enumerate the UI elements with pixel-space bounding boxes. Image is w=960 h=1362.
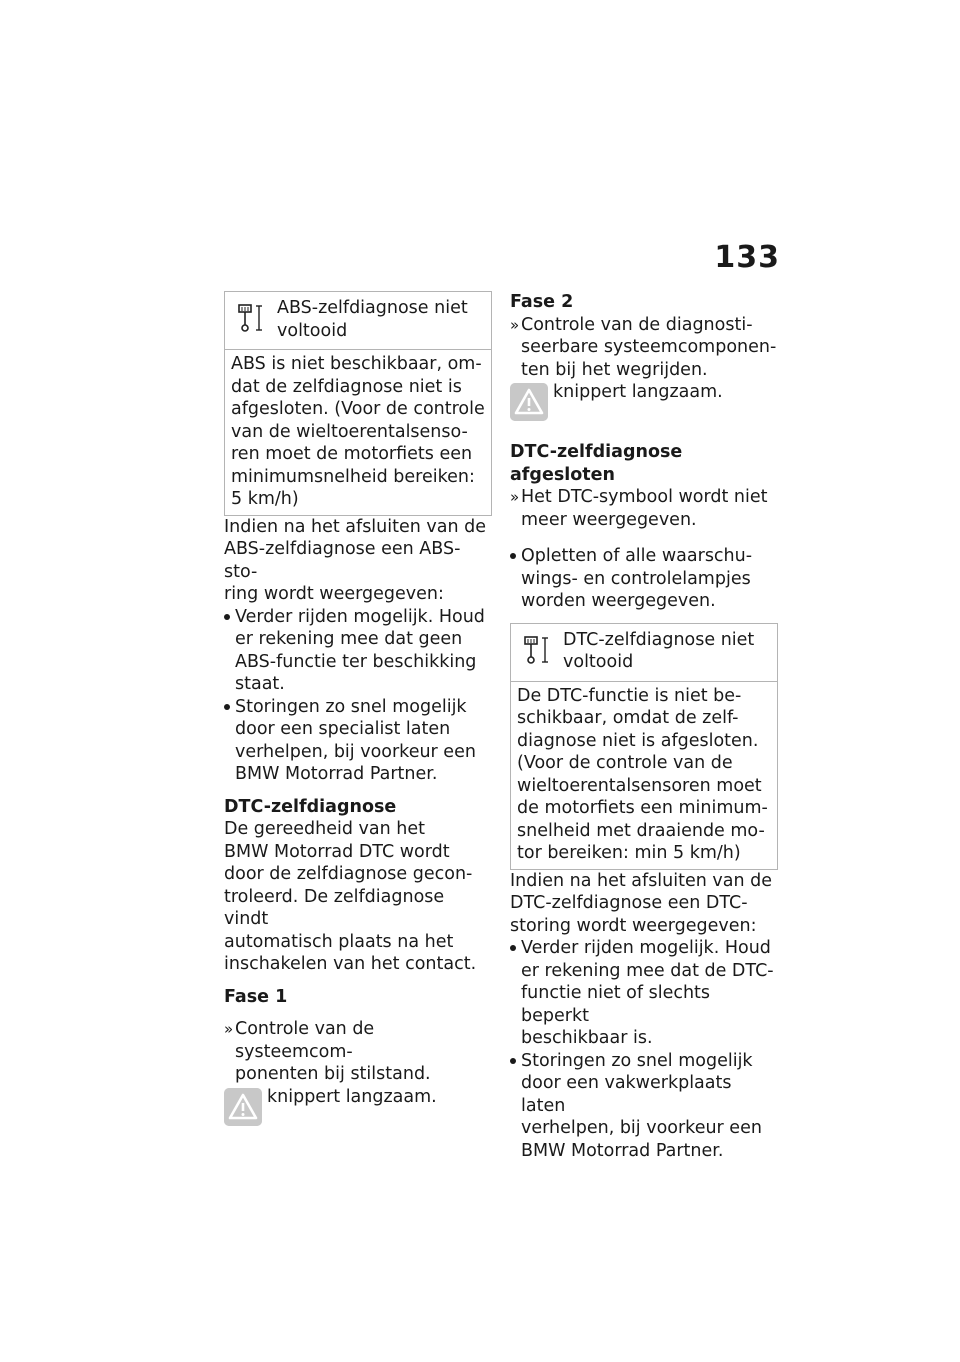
text-line: wieltoerentalsensoren moet [517, 775, 762, 796]
warning-triangle-icon [224, 1088, 262, 1126]
text-line: ABS is niet beschikbaar, om- [231, 354, 482, 374]
text-line: Opletten of alle waarschu- [521, 546, 753, 566]
fase1-heading: Fase 1 [224, 986, 288, 1007]
dtc-box-header [511, 624, 777, 682]
text-line: De gereedheid van het [224, 819, 425, 839]
abs-box-header [225, 292, 491, 350]
text-line: Storingen zo snel mogelijk [235, 696, 467, 717]
warning-row [510, 381, 778, 431]
text-line: inschakelen van het contact. [224, 954, 477, 974]
text-line: Het DTC-symbool wordt niet [521, 487, 768, 507]
text-line: van de wieltoerentalsenso- [231, 421, 468, 442]
text-line: wings- en controlelampjes [521, 568, 751, 589]
text-line: Controle van de diagnosti- [521, 314, 753, 335]
step-marker-icon: » [510, 488, 520, 506]
text-line: de motorfiets een minimum- [517, 798, 768, 818]
text-line: Indien na het afsluiten van de [510, 870, 773, 891]
text-line: Indien na het afsluiten van de [224, 516, 487, 537]
text-line: ren moet de motorfiets een [231, 444, 473, 464]
abs-box-title-line: ABS-zelfdiagnose niet [277, 298, 468, 318]
text-line: ten bij het wegrijden. [521, 359, 708, 380]
step-item [224, 1018, 492, 1086]
abs-info-box [224, 291, 492, 516]
text-line: schikbaar, omdat de zelf- [517, 708, 739, 728]
self-diagnosis-lamp-icon [523, 635, 549, 665]
text-line: door de zelfdiagnose gecon- [224, 864, 473, 884]
dtc-heading: DTC-zelfdiagnose [224, 796, 397, 817]
step-item [510, 486, 778, 531]
step-marker-icon: » [510, 315, 520, 334]
done-heading: DTC-zelfdiagnose afgesloten [510, 442, 683, 485]
left-column [224, 291, 492, 1136]
page-number: 133 [714, 240, 780, 275]
text-line: staat. [235, 674, 285, 694]
bullet-item [224, 696, 492, 786]
bullet-item [510, 1050, 778, 1163]
dtc-box-title-line: DTC-zelfdiagnose niet [563, 629, 755, 650]
bullet-item [510, 937, 778, 1050]
warning-row [224, 1086, 492, 1136]
text-line: snelheid met draaiende mo- [517, 820, 765, 841]
text-line: automatisch plaats na het [224, 931, 454, 952]
text-line: DTC-zelfdiagnose een DTC- [510, 893, 748, 913]
text-line: Controle van de systeemcom- [235, 1019, 375, 1062]
bullet-item [224, 606, 492, 696]
text-line: ABS-zelfdiagnose een ABS-sto- [224, 539, 461, 582]
text-line: ABS-functie ter beschikking [235, 651, 477, 672]
text-line: door een specialist laten [235, 719, 451, 739]
text-line: worden weergegeven. [521, 591, 716, 611]
text-line: er rekening mee dat de DTC- [521, 960, 774, 981]
text-line: dat de zelfdiagnose niet is [231, 376, 462, 397]
text-line: troleerd. De zelfdiagnose vindt [224, 886, 445, 929]
self-diagnosis-lamp-icon [237, 303, 263, 333]
bullet-item [510, 545, 778, 613]
text-line: verhelpen, bij voorkeur een [235, 741, 476, 762]
text-line: minimumsnelheid bereiken: [231, 466, 475, 487]
text-line: De DTC-functie is niet be- [517, 685, 742, 706]
warning-text: knippert langzaam. [553, 382, 723, 402]
text-line: afgesloten. (Voor de controle [231, 399, 485, 419]
warning-text: knippert langzaam. [267, 1086, 437, 1107]
warning-triangle-icon [510, 383, 548, 421]
text-line: tor bereiken: min 5 km/h) [517, 843, 741, 863]
dtc-intro [510, 870, 778, 938]
dtc-info-box [510, 623, 778, 870]
text-line: ponenten bij stilstand. [235, 1064, 431, 1084]
abs-box-body [225, 350, 491, 515]
text-line: diagnose niet is afgesloten. [517, 730, 759, 751]
text-line: Verder rijden mogelijk. Houd [521, 938, 771, 958]
text-line: seerbare systeemcomponen- [521, 337, 777, 357]
abs-intro [224, 516, 492, 606]
text-line: (Voor de controle van de [517, 753, 733, 773]
text-line: 5 km/h) [231, 489, 299, 509]
step-item [510, 314, 778, 382]
fase2-heading: Fase 2 [510, 292, 574, 312]
abs-box-title-line: voltooid [277, 320, 348, 341]
text-line: ring wordt weergegeven: [224, 584, 444, 604]
text-line: functie niet of slechts beperkt [521, 983, 711, 1026]
text-line: door een vakwerkplaats laten [521, 1073, 732, 1116]
text-line: BMW Motorrad Partner. [235, 764, 438, 784]
right-column [510, 291, 778, 1162]
text-line: BMW Motorrad Partner. [521, 1140, 724, 1161]
text-line: Verder rijden mogelijk. Houd [235, 606, 485, 627]
text-line: BMW Motorrad DTC wordt [224, 841, 450, 862]
text-line: verhelpen, bij voorkeur een [521, 1118, 762, 1138]
text-line: storing wordt weergegeven: [510, 915, 757, 936]
text-line: meer weergegeven. [521, 509, 697, 530]
text-line: er rekening mee dat geen [235, 629, 463, 649]
dtc-description [224, 818, 492, 976]
dtc-box-body [511, 682, 777, 869]
dtc-box-title-line: voltooid [563, 652, 634, 672]
text-line: Storingen zo snel mogelijk [521, 1050, 753, 1071]
step-marker-icon: » [224, 1020, 234, 1038]
text-line: beschikbaar is. [521, 1028, 653, 1048]
